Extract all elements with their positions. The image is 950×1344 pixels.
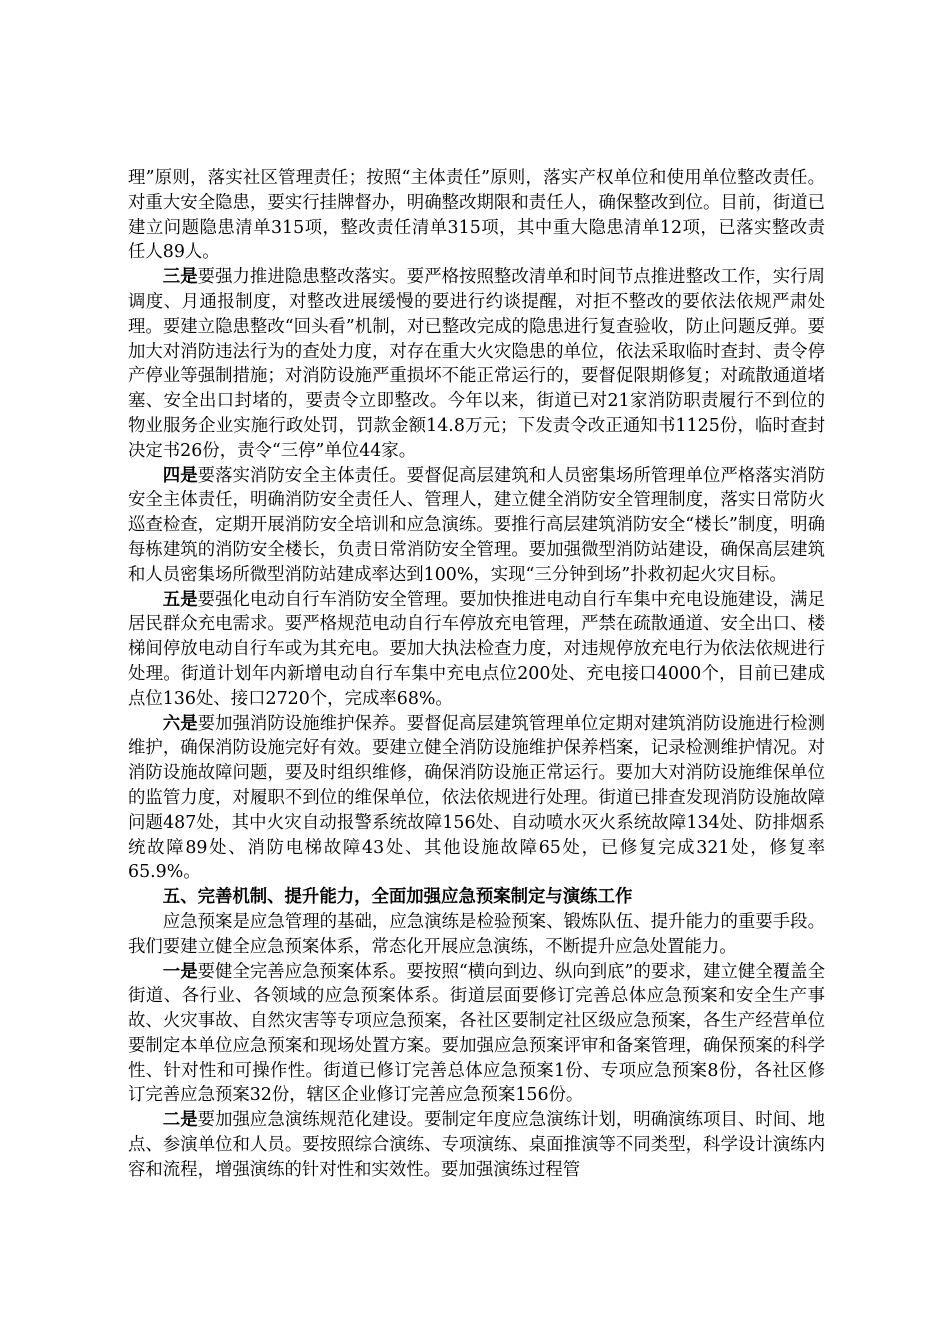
section-heading-text: 五、完善机制、提升能力，全面加强应急预案制定与演练工作: [162, 887, 633, 908]
paragraph-text: 要强力推进隐患整改落实。要严格按照整改清单和时间节点推进整改工作，实行周调度、月通报制度，对整改进展缓慢的要进行约谈提醒，对拒不整改的要依法依规严肃处理。要建立隐患整改“回头看”机制，对已整改完成的隐患进行复查验收，防止问题反弹。要加大对消防违法行为的查处力度，对存在重大火灾隐患的单位，依法采取临时查封、责令停产停业等强制措施；对消防设施严重损坏不能正常运行的，要督促限期修复；对疏散通道堵塞、安全出口封堵的，要责令立即整改。今年以来，街道已对21家消防职责履行不到位的物业服务企业实施行政处罚，罚款金额14.8万元；下发责令改正通知书1125份，临时查封决定书26份，责令“三停”单位44家。: [128, 267, 825, 461]
paragraph-point-four: [128, 464, 825, 588]
paragraph-text: 理”原则，落实社区管理责任；按照“主体责任”原则，落实产权单位和使用单位整改责任。对重大安全隐患，要实行挂牌督办，明确整改期限和责任人，确保整改到位。目前，街道已建立问题隐患清单315项，整改责任清单315项，其中重大隐患清单12项，已落实整改责任人89人。: [128, 168, 825, 263]
paragraph-text: 要强化电动自行车消防安全管理。要加快推进电动自行车集中充电设施建设，满足居民群众充电需求。要严格规范电动自行车停放充电管理，严禁在疏散通道、安全出口、楼梯间停放电动自行车或为其充电。要加大执法检查力度，对违规停放充电行为依法依规进行处理。街道计划年内新增电动自行车集中充电点位200处、充电接口4000个，目前已建成点位136处、接口2720个，完成率68%。: [128, 589, 825, 709]
paragraph-lead: 三是: [162, 267, 198, 288]
paragraph-point-six: [128, 712, 825, 886]
paragraph-text: 要加强消防设施维护保养。要督促高层建筑管理单位定期对建筑消防设施进行检测维护，确保消防设施完好有效。要建立健全消防设施维护保养档案，记录检测维护情况。对消防设施故障问题，要及时组织维修，确保消防设施正常运行。要加大对消防设施维保单位的监管力度，对履职不到位的维保单位，依法依规进行处理。街道已排查发现消防设施故障问题487处，其中火灾自动报警系统故障156处、自动喷水灭火系统故障134处、防排烟系统故障89处、消防电梯故障43处、其他设施故障65处，已修复完成321处，修复率65.9%。: [128, 713, 825, 883]
paragraph-point-three: [128, 265, 825, 463]
paragraph-continued: [128, 166, 825, 265]
paragraph-text: 要健全完善应急预案体系。要按照“横向到边、纵向到底”的要求，建立健全覆盖全街道、各行业、各领域的应急预案体系。街道层面要修订完善总体应急预案和安全生产事故、火灾事故、自然灾害等专项应急预案，各社区要制定社区级应急预案，各生产经营单位要制定本单位应急预案和现场处置方案。要加强应急预案评审和备案管理，确保预案的科学性、针对性和可操作性。街道已修订完善总体应急预案1份、专项应急预案8份，各社区修订完善应急预案32份，辖区企业修订完善应急预案156份。: [128, 961, 825, 1106]
paragraph-text: 要落实消防安全主体责任。要督促高层建筑和人员密集场所管理单位严格落实消防安全主体责任，明确消防安全责任人、管理人，建立健全消防安全管理制度，落实日常防火巡查检查，定期开展消防安全培训和应急演练。要推行高层建筑消防安全“楼长”制度，明确每栋建筑的消防安全楼长，负责日常消防安全管理。要加强微型消防站建设，确保高层建筑和人员密集场所微型消防站建成率达到100%，实现“三分钟到场”扑救初起火灾目标。: [128, 465, 825, 585]
paragraph-text: 要加强应急演练规范化建设。要制定年度应急演练计划，明确演练项目、时间、地点、参演单位和人员。要按照综合演练、专项演练、桌面推演等不同类型，科学设计演练内容和流程，增强演练的针对性和实效性。要加强演练过程管: [128, 1110, 825, 1180]
section-heading: [128, 885, 825, 910]
paragraph-point-five: [128, 588, 825, 712]
paragraph-lead: 四是: [162, 465, 198, 486]
paragraph-lead: 五是: [162, 589, 198, 610]
document-page: [128, 166, 825, 1183]
paragraph-intro: [128, 910, 825, 960]
paragraph-lead: 一是: [162, 961, 198, 982]
paragraph-point-one: [128, 960, 825, 1109]
paragraph-text: 应急预案是应急管理的基础，应急演练是检验预案、锻炼队伍、提升能力的重要手段。我们要建立健全应急预案体系，常态化开展应急演练，不断提升应急处置能力。: [128, 911, 825, 957]
paragraph-lead: 二是: [162, 1110, 198, 1131]
paragraph-point-two: [128, 1108, 825, 1182]
paragraph-lead: 六是: [162, 713, 198, 734]
